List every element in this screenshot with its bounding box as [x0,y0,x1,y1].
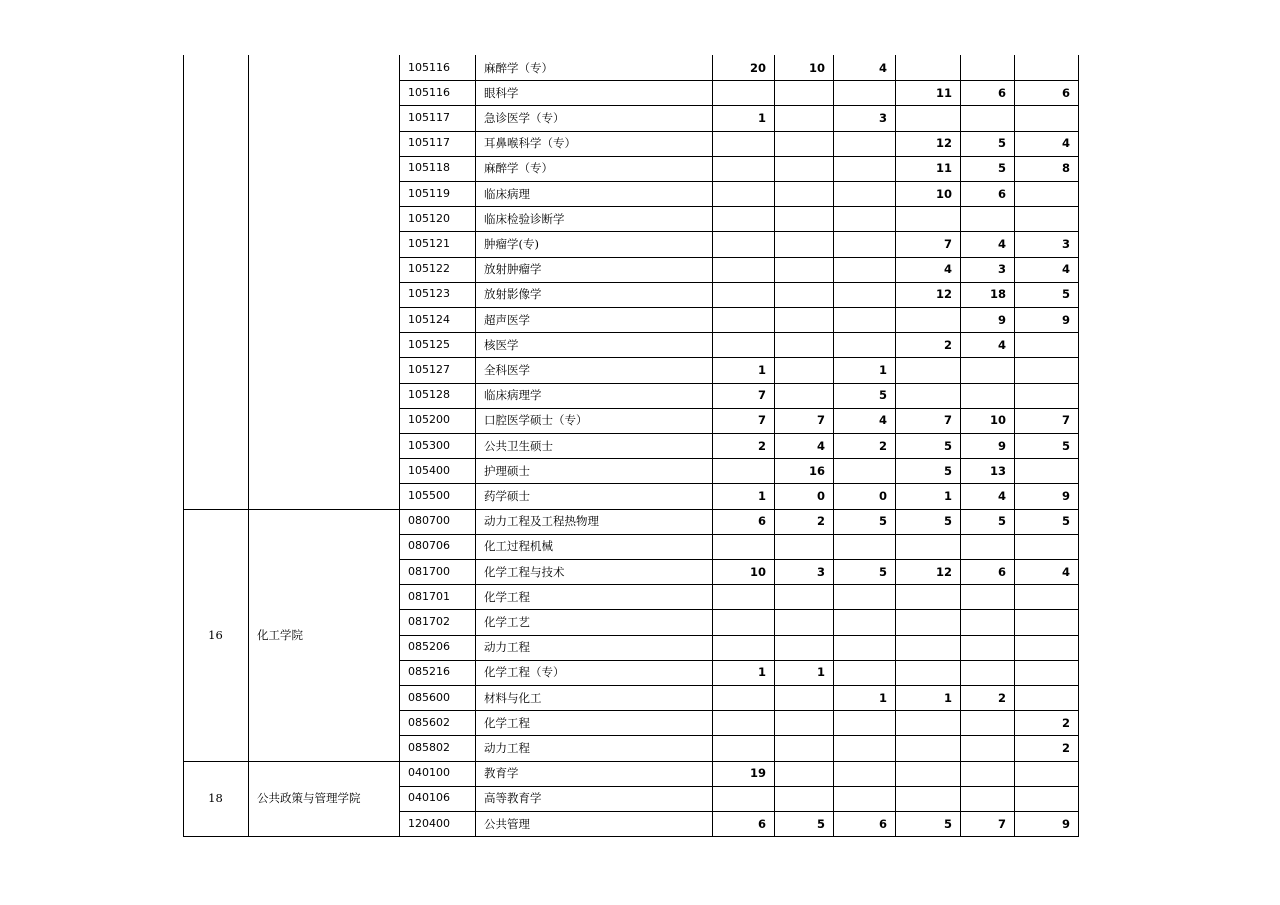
row-divider [399,307,1079,308]
major-code: 105200 [408,413,450,427]
row-divider [399,257,1079,258]
row-divider [399,811,1079,812]
count-value: 7 [997,816,1006,831]
count-value: 1 [878,690,887,705]
row-divider [399,559,1079,560]
count-value: 19 [749,766,766,781]
count-value: 9 [1061,489,1070,503]
count-value: 5 [943,816,952,831]
row-divider [399,231,1079,232]
major-code: 085216 [408,665,450,679]
major-name: 耳鼻喉科学（专） [484,136,576,151]
count-value: 1 [757,111,766,125]
count-value: 1 [943,489,952,503]
row-divider [399,483,1079,484]
major-code: 105117 [408,136,450,150]
count-value: 4 [943,262,952,277]
count-value: 1 [878,363,887,377]
column-divider [895,55,896,837]
major-name: 麻醉学（专） [484,161,553,176]
row-divider [399,282,1079,283]
major-name: 公共管理 [484,816,530,831]
major-name: 临床病理 [484,186,530,201]
major-code: 105116 [408,85,450,99]
count-value: 6 [757,816,766,831]
count-value: 4 [997,237,1006,251]
major-name: 动力工程 [484,741,530,755]
column-divider [774,55,775,837]
major-name: 护理硕士 [484,463,530,478]
count-value: 10 [749,564,766,579]
count-value: 2 [878,438,887,453]
count-value: 2 [816,514,825,529]
count-value: 3 [878,111,887,125]
count-value: 3 [816,564,825,579]
count-value: 10 [935,186,952,201]
row-divider [399,458,1079,459]
count-value: 12 [935,287,952,302]
major-code: 040100 [408,766,450,780]
college-number: 16 [208,627,223,642]
count-value: 5 [943,463,952,478]
count-value: 2 [757,438,766,453]
major-name: 放射影像学 [484,287,542,302]
count-value: 6 [997,564,1006,579]
major-code: 105128 [408,388,450,402]
count-value: 13 [989,463,1006,478]
major-name: 化学工程 [484,715,530,730]
count-value: 18 [989,287,1006,302]
count-value: 4 [1061,564,1070,579]
count-value: 4 [1061,136,1070,151]
count-value: 6 [757,514,766,529]
count-value: 11 [935,161,952,176]
row-divider [399,181,1079,182]
major-code: 105124 [408,312,450,326]
college-number: 18 [208,791,223,806]
count-value: 7 [943,413,952,428]
count-value: 10 [808,60,825,75]
count-value: 11 [935,85,952,100]
major-code: 085206 [408,640,450,654]
column-divider [833,55,834,837]
row-divider [399,635,1079,636]
major-code: 105118 [408,161,450,175]
count-value: 7 [757,388,766,403]
major-code: 085602 [408,715,450,729]
count-value: 7 [757,413,766,428]
row-divider [399,206,1079,207]
row-divider [399,685,1079,686]
count-value: 5 [816,816,825,831]
count-value: 12 [935,564,952,579]
count-value: 6 [878,816,887,831]
count-value: 1 [757,363,766,377]
count-value: 2 [1061,715,1070,730]
count-value: 6 [997,186,1006,201]
count-value: 10 [989,413,1006,428]
row-divider [399,357,1079,358]
major-code: 080706 [408,539,450,553]
count-value: 5 [878,388,887,403]
count-value: 5 [1061,514,1070,529]
column-divider [1078,55,1079,837]
column-divider [475,55,476,837]
major-name: 眼科学 [484,85,519,100]
major-name: 急诊医学（专） [484,111,565,125]
count-value: 4 [878,60,887,75]
count-value: 5 [997,514,1006,529]
major-code: 085802 [408,741,450,754]
count-value: 5 [878,564,887,579]
count-value: 6 [997,85,1006,100]
major-code: 105400 [408,463,450,477]
count-value: 5 [997,161,1006,176]
major-code: 085600 [408,690,450,704]
major-name: 化学工艺 [484,615,530,629]
major-name: 化学工程与技术 [484,564,565,579]
column-divider [399,55,400,837]
row-divider [399,735,1079,736]
major-name: 核医学 [484,337,519,352]
count-value: 9 [997,312,1006,327]
major-name: 放射肿瘤学 [484,262,542,277]
major-name: 动力工程 [484,640,530,655]
row-divider [399,584,1079,585]
count-value: 4 [997,489,1006,503]
major-code: 105120 [408,211,450,225]
major-name: 高等教育学 [484,791,542,806]
count-value: 2 [997,690,1006,705]
major-code: 081702 [408,615,450,628]
column-divider [1014,55,1015,837]
major-code: 105127 [408,363,450,376]
major-code: 105121 [408,237,450,250]
count-value: 1 [757,489,766,503]
count-value: 3 [997,262,1006,277]
major-code: 105500 [408,489,450,502]
major-name: 化学工程 [484,589,530,604]
count-value: 5 [1061,287,1070,302]
major-code: 120400 [408,816,450,830]
row-divider [399,408,1079,409]
major-code: 105116 [408,60,450,74]
major-name: 肿瘤学(专) [484,237,539,251]
count-value: 5 [878,514,887,529]
row-divider [399,534,1079,535]
count-value: 2 [1061,741,1070,755]
row-divider [399,710,1079,711]
count-value: 0 [816,489,825,503]
column-divider [712,55,713,837]
count-value: 3 [1061,237,1070,251]
count-value: 7 [1061,413,1070,428]
count-value: 9 [997,438,1006,453]
major-code: 105117 [408,111,450,124]
major-code: 105125 [408,337,450,351]
row-divider [399,156,1079,157]
major-name: 公共卫生硕士 [484,438,553,453]
count-value: 12 [935,136,952,151]
count-value: 4 [997,337,1006,352]
row-divider [399,660,1079,661]
major-name: 临床检验诊断学 [484,211,565,226]
major-code: 105119 [408,186,450,200]
major-name: 超声医学 [484,312,530,327]
column-divider [960,55,961,837]
count-value: 5 [1061,438,1070,453]
column-divider [183,55,184,837]
count-value: 6 [1061,85,1070,100]
major-code: 105123 [408,287,450,301]
major-code: 080700 [408,514,450,528]
major-name: 全科医学 [484,363,530,377]
count-value: 1 [816,665,825,680]
count-value: 5 [997,136,1006,151]
count-value: 4 [1061,262,1070,277]
major-name: 临床病理学 [484,388,542,403]
major-code: 040106 [408,791,450,805]
college-name: 公共政策与管理学院 [257,791,361,806]
major-code: 081701 [408,589,450,603]
major-code: 105122 [408,262,450,276]
group-divider [183,761,1079,762]
major-name: 口腔医学硕士（专） [484,413,588,428]
group-divider [183,509,1079,510]
major-name: 化工过程机械 [484,539,553,554]
row-divider [399,80,1079,81]
count-value: 8 [1061,161,1070,176]
major-code: 105300 [408,438,450,452]
count-value: 1 [757,665,766,680]
count-value: 16 [808,463,825,478]
row-divider [399,383,1079,384]
major-name: 药学硕士 [484,489,530,503]
row-divider [399,332,1079,333]
major-name: 教育学 [484,766,519,781]
column-divider [248,55,249,837]
major-code: 081700 [408,564,450,578]
count-value: 4 [878,413,887,428]
row-divider [399,105,1079,106]
count-value: 5 [943,438,952,453]
major-name: 麻醉学（专） [484,60,553,75]
count-value: 7 [816,413,825,428]
count-value: 9 [1061,312,1070,327]
count-value: 0 [878,489,887,503]
count-value: 5 [943,514,952,529]
row-divider [399,609,1079,610]
count-value: 4 [816,438,825,453]
count-value: 1 [943,690,952,705]
row-divider [399,433,1079,434]
count-value: 20 [749,60,766,75]
count-value: 9 [1061,816,1070,831]
count-value: 2 [943,337,952,352]
college-name: 化工学院 [257,627,303,642]
count-value: 7 [943,237,952,251]
major-name: 动力工程及工程热物理 [484,514,599,529]
table-bottom-border [183,836,1079,837]
major-name: 化学工程（专） [484,665,565,680]
row-divider [399,786,1079,787]
major-name: 材料与化工 [484,690,542,705]
row-divider [399,131,1079,132]
